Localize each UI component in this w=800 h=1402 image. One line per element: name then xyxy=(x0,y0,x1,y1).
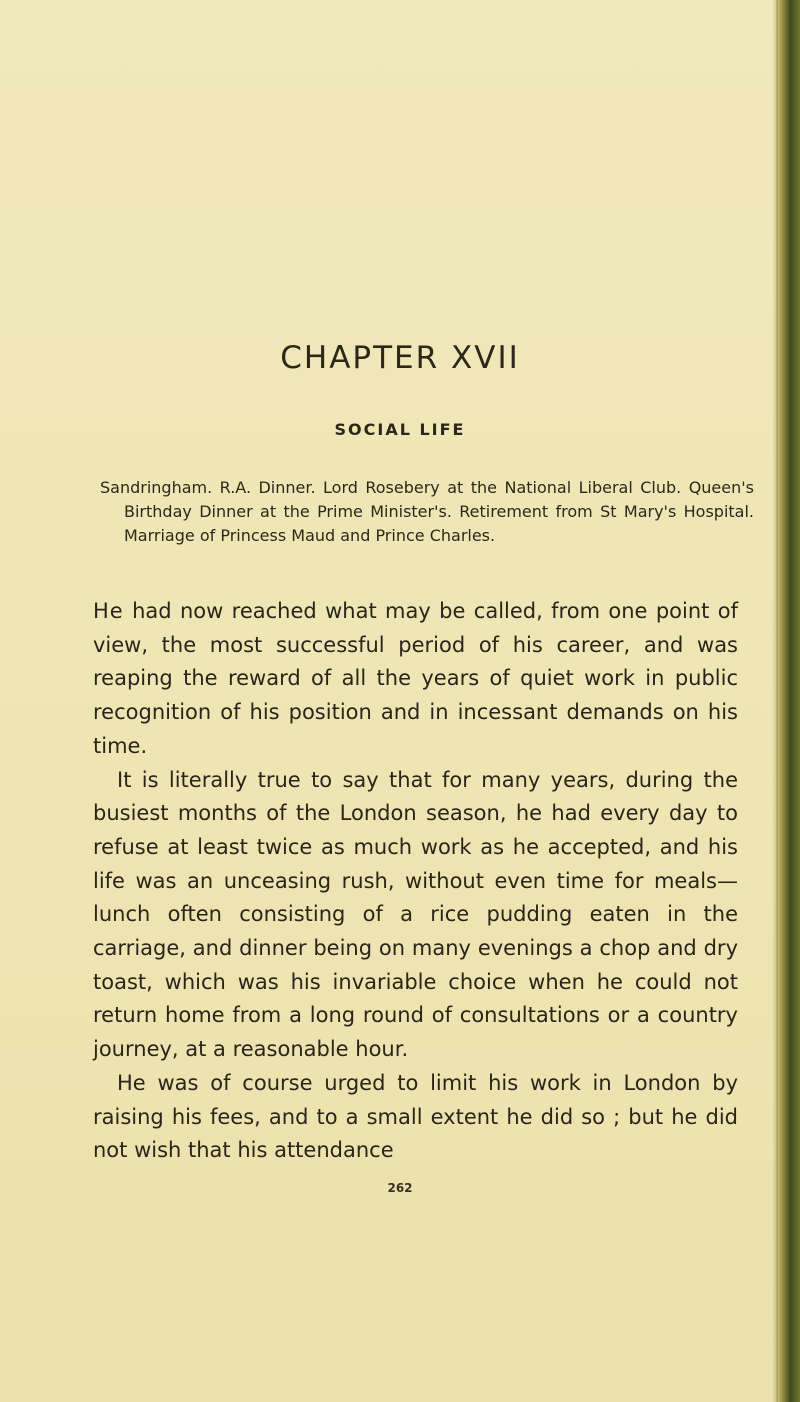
paragraph-1-text: had now reached what may be called, from one point of view, the most successful period of his career, and was reaping the reward of all the years of quiet work in public recognition of his position and in incessant demands on his time. xyxy=(93,599,738,758)
body-text xyxy=(93,595,738,1168)
chapter-title: CHAPTER XVII xyxy=(280,340,520,376)
paragraph-2: It is literally true to say that for many years, during the busiest months of the London season, he had every day to refuse at least twice as much work as he accepted, and his life was an unceasing rush, without even time for meals—lunch often consisting of a rice pudding eaten in the carriage, and dinner being on many evenings a chop and dry toast, which was his invariable choice when he could not return home from a long round of consultations or a country journey, at a reasonable hour. xyxy=(93,767,738,1062)
chapter-synopsis: Sandringham. R.A. Dinner. Lord Rosebery at the National Liberal Club. Queen's Birthday Dinner at the Prime Minister's. Retirement from St Mary's Hospital. Marriage of Princess Maud and Prince Charles. xyxy=(100,478,754,545)
section-title: SOCIAL LIFE xyxy=(334,420,466,439)
paragraph-1 xyxy=(93,595,738,764)
paragraph-1-lead-word: He xyxy=(93,599,124,623)
page-number: 262 xyxy=(387,1181,413,1195)
paragraph-3: He was of course urged to limit his work in London by raising his fees, and to a small extent he did so ; but he did not wish that his attendance xyxy=(93,1070,738,1163)
